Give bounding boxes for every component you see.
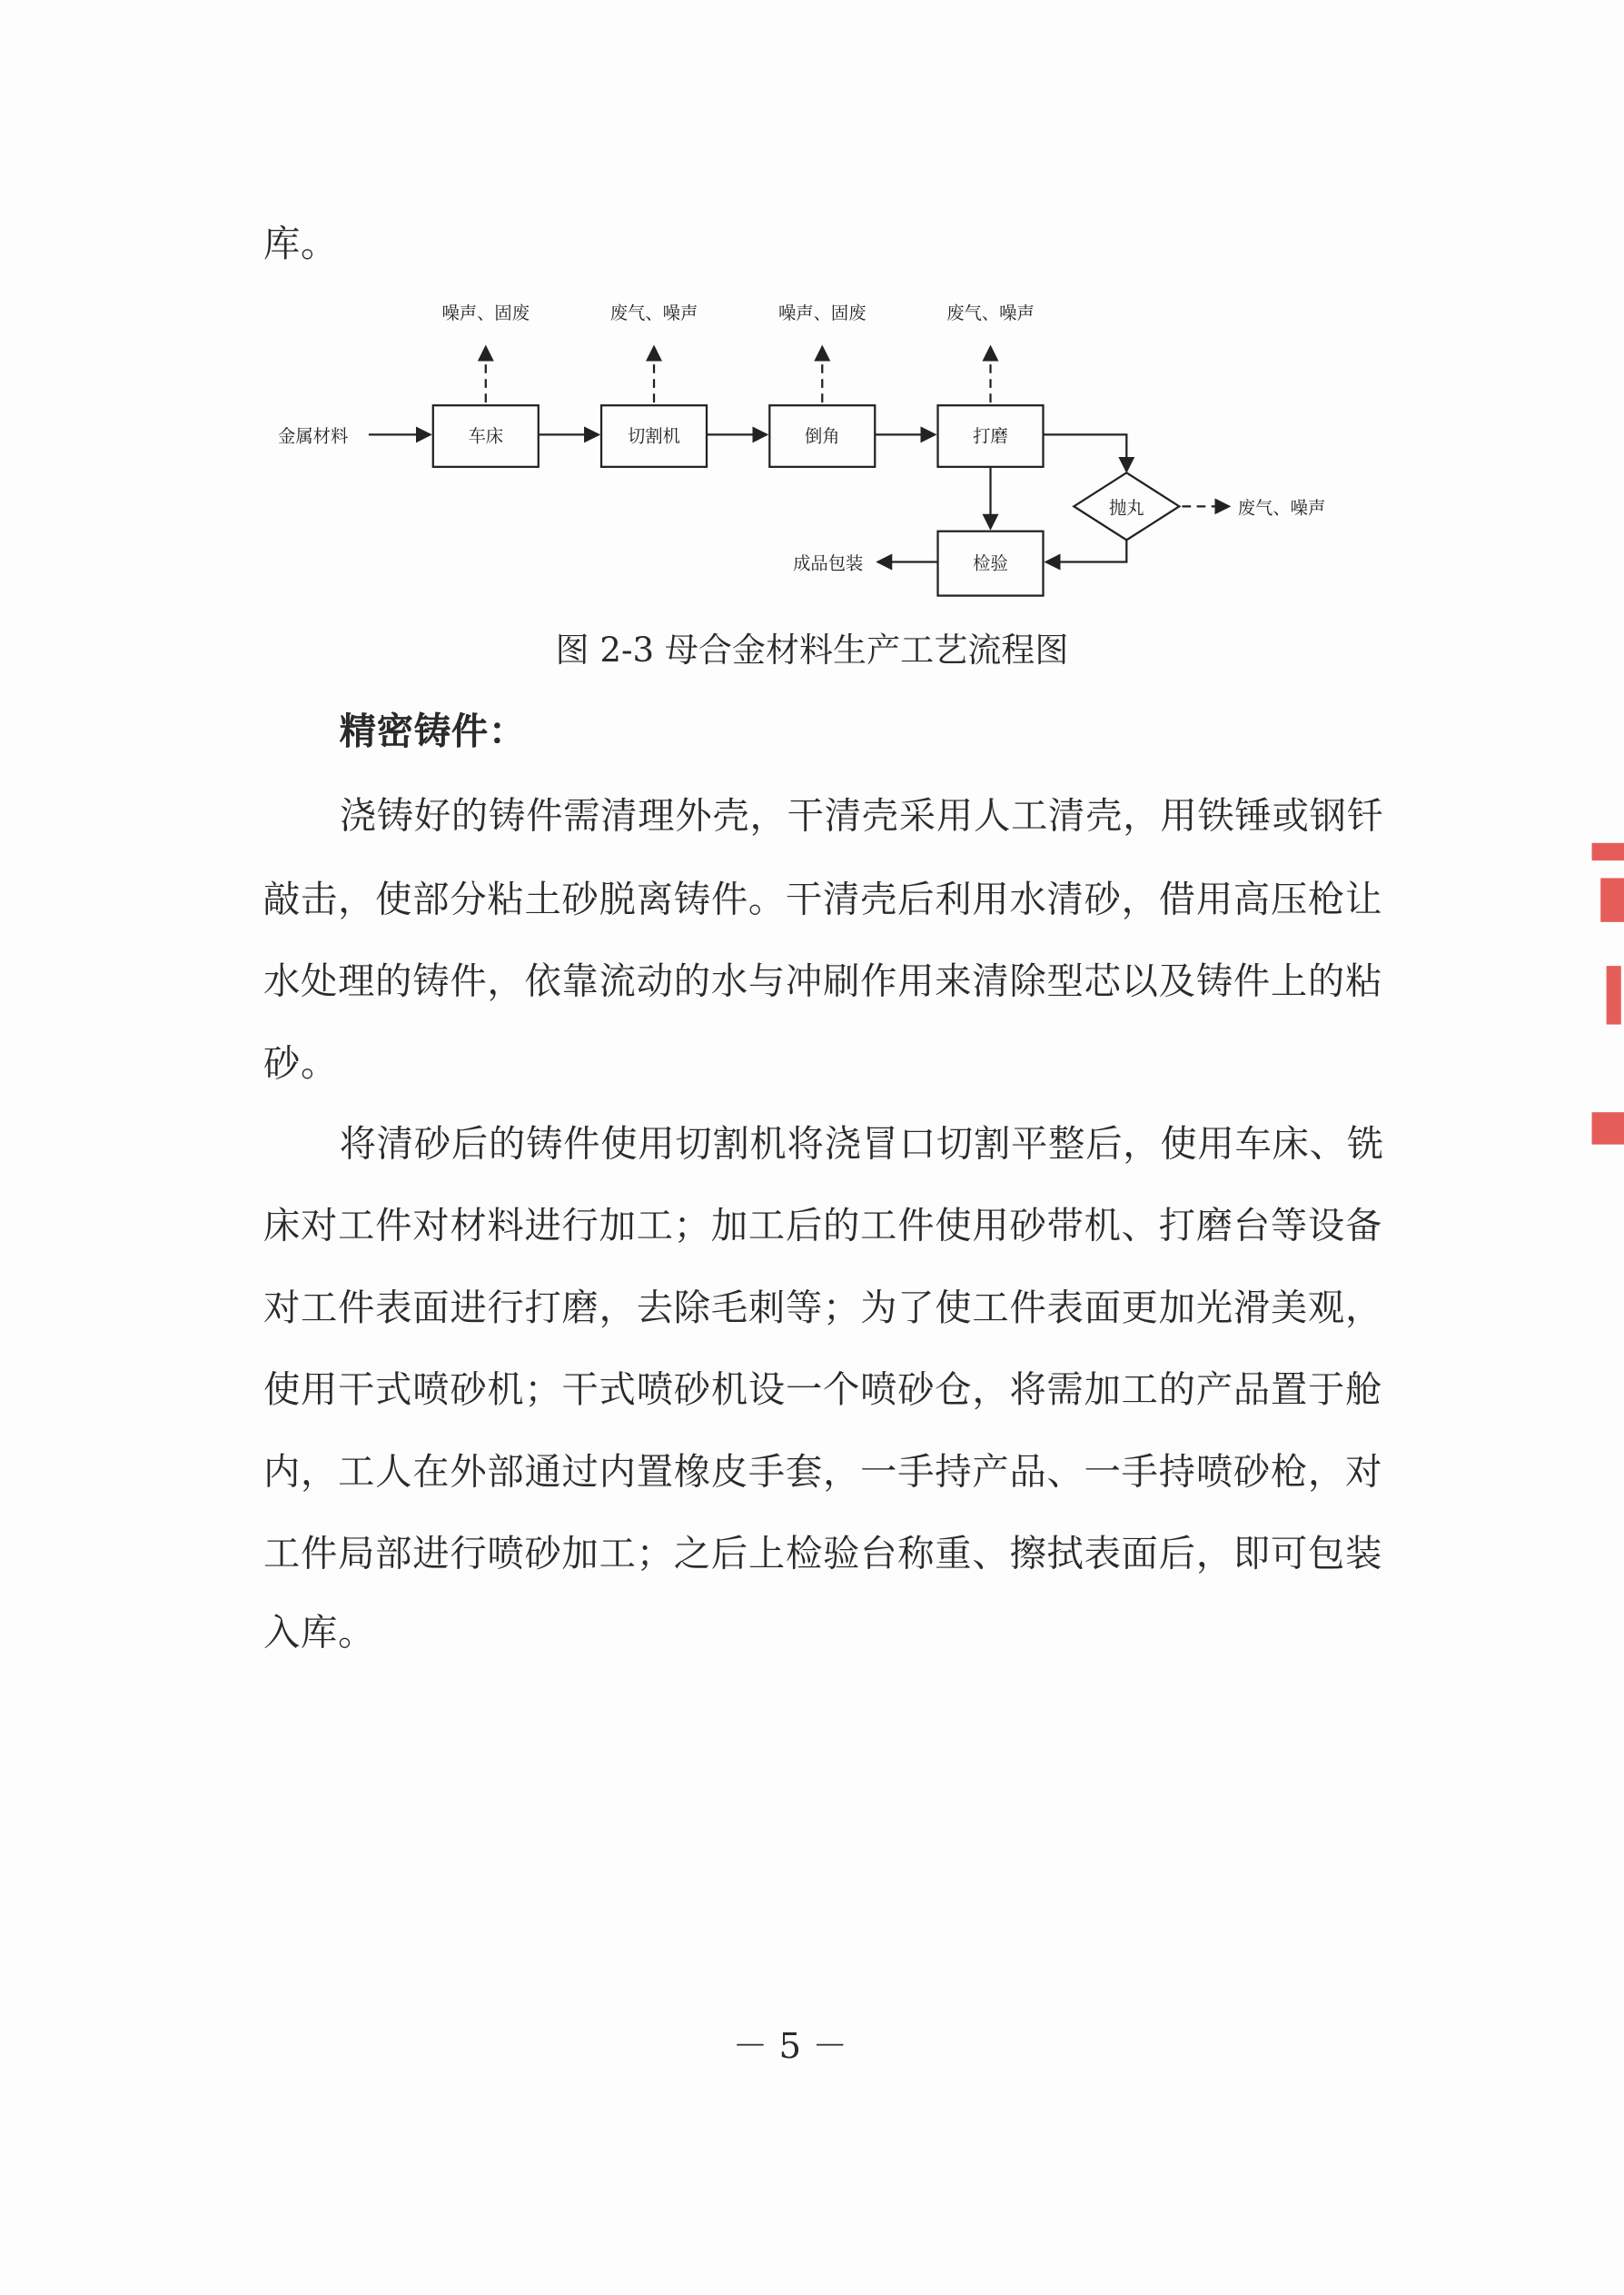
paragraph2-line: 内，工人在外部通过内置橡皮手套，一手持产品、一手持喷砂枪，对 <box>262 1450 1383 1494</box>
red-seal-fragment <box>1607 966 1621 1024</box>
flow-step-label: 车床 <box>468 425 504 447</box>
flow-step-label: 打磨 <box>973 425 1008 447</box>
page-number: － 5 － <box>732 2025 848 2067</box>
paragraph2-line: 将清砂后的铸件使用切割机将浇冒口切割平整后，使用车床、铣 <box>339 1122 1384 1166</box>
paragraph2-line: 入库。 <box>262 1611 376 1654</box>
flow-inspect-label: 检验 <box>973 552 1008 574</box>
flow-step-label: 切割机 <box>628 425 680 447</box>
paragraph2-line: 床对工件对材料进行加工；加工后的工件使用砂带机、打磨台等设备 <box>262 1204 1383 1247</box>
flow-output-label: 成品包装 <box>793 552 864 574</box>
paragraph1-line: 浇铸好的铸件需清理外壳，干清壳采用人工清壳，用铁锤或钢钎 <box>339 794 1384 838</box>
continuation-text: 库。 <box>262 222 339 265</box>
flow-emission-label: 废气、噪声 <box>946 303 1035 324</box>
flow-emission-label: 噪声、固废 <box>777 303 866 324</box>
process-flowchart <box>0 0 1624 630</box>
flow-arrow <box>1044 434 1127 471</box>
paragraph1-line: 水处理的铸件，依靠流动的水与冲刷作用来清除型芯以及铸件上的粘 <box>262 959 1383 1003</box>
flow-emission-label: 废气、噪声 <box>609 303 698 324</box>
section-heading: 精密铸件： <box>339 710 527 752</box>
flow-emission-label: 废气、噪声 <box>1237 497 1326 519</box>
flow-input-label: 金属材料 <box>278 425 349 447</box>
paragraph1-line: 敲击，使部分粘土砂脱离铸件。干清壳后利用水清砂，借用高压枪让 <box>262 878 1383 921</box>
figure-caption: 图 2-3 母合金材料生产工艺流程图 <box>555 631 1069 671</box>
red-seal-fragment <box>1592 1112 1624 1144</box>
flow-decision-label: 抛丸 <box>1109 497 1144 519</box>
paragraph1-line: 砂。 <box>262 1041 339 1085</box>
red-seal-fragment <box>1592 843 1624 860</box>
paragraph2-line: 使用干式喷砂机；干式喷砂机设一个喷砂仓，将需加工的产品置于舱 <box>262 1368 1383 1411</box>
flow-emission-label: 噪声、固废 <box>441 303 530 324</box>
flow-step-label: 倒角 <box>804 425 840 447</box>
paragraph2-line: 工件局部进行喷砂加工；之后上检验台称重、擦拭表面后，即可包装 <box>262 1532 1383 1575</box>
flow-arrow <box>1046 540 1127 561</box>
paragraph2-line: 对工件表面进行打磨，去除毛刺等；为了使工件表面更加光滑美观， <box>262 1286 1383 1329</box>
red-seal-fragment <box>1600 878 1624 921</box>
